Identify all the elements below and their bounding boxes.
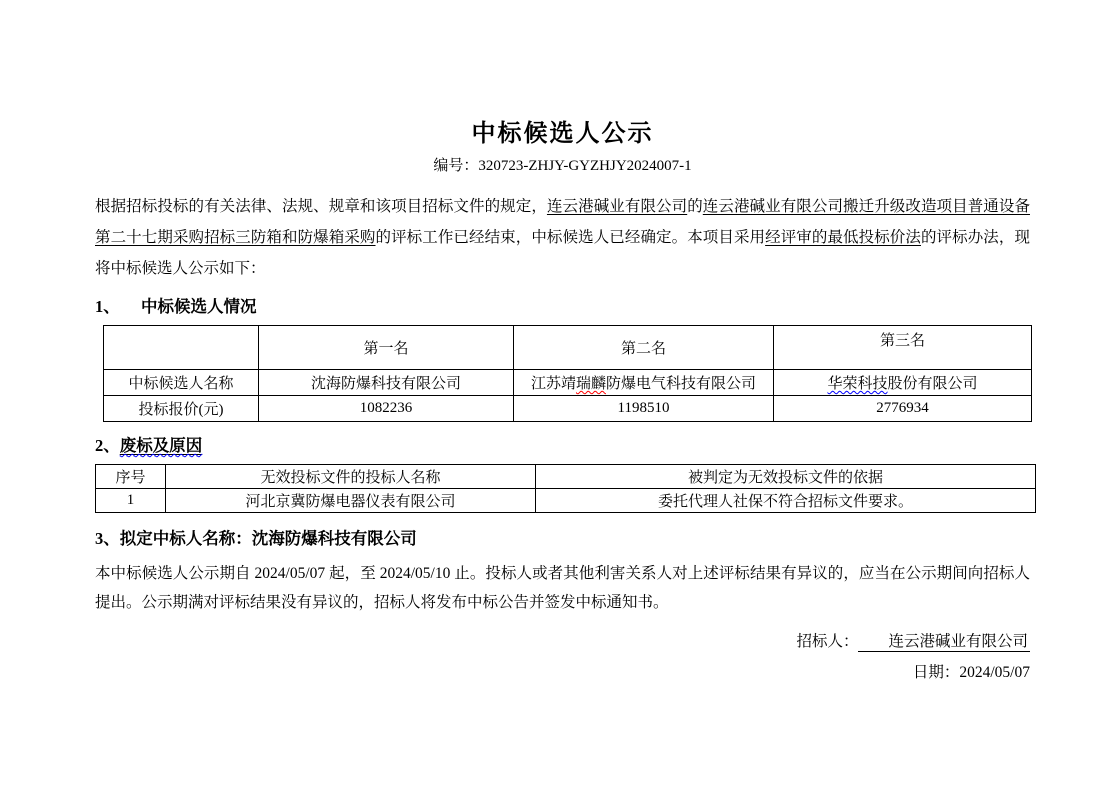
doc-number-value: 320723-ZHJY-GYZHJY2024007-1 (478, 158, 692, 174)
tenderer-signature-value: 连云港碱业有限公司 (858, 633, 1030, 652)
candidate-1-price: 1082236 (259, 396, 514, 422)
section-1-heading (95, 296, 1030, 318)
section-2-number: 2、 (95, 436, 120, 455)
rejected-bids-table (95, 464, 1036, 513)
rejected-bids-header-row (96, 465, 1036, 489)
rank-3-header: 第三名 (774, 326, 1032, 370)
date-line (95, 663, 1030, 683)
row-label-bid-price: 投标报价(元) (104, 396, 259, 422)
page-title: 中标候选人公示 (471, 121, 654, 147)
project-name-underlined: 连云港碱业有限公司搬迁升级改造项目普通设备第二十七期采购招标三防箱和防爆箱采购 (95, 198, 1030, 246)
rejected-bid-reason: 委托代理人社保不符合招标文件要求。 (536, 489, 1036, 513)
date-label: 日期： (912, 664, 960, 681)
candidate-2-name (514, 370, 774, 396)
candidate-3-name-spellcheck: 华荣科技 (827, 376, 888, 392)
section-2-heading (95, 435, 1030, 457)
candidate-2-name-part: 防爆电气科技有限公司 (606, 376, 757, 392)
candidate-1-name: 沈海防爆科技有限公司 (259, 370, 514, 396)
section-1-title: 中标候选人情况 (141, 297, 257, 316)
rejected-bid-row (96, 489, 1036, 513)
intro-text: 的评标工作已经结束，中标候选人已经确定。本项目采用 (375, 229, 766, 246)
doc-number-label: 编号： (433, 158, 479, 174)
header-serial-number: 序号 (96, 465, 166, 489)
candidate-3-price: 2776934 (774, 396, 1032, 422)
rank-2-header: 第二名 (514, 326, 774, 370)
date-value: 2024/05/07 (959, 664, 1030, 681)
section-3-title: 拟定中标人名称：沈海防爆科技有限公司 (119, 529, 417, 548)
intro-text: 的 (687, 198, 703, 215)
doc-number-line (95, 157, 1030, 175)
header-invalid-bidder-name: 无效投标文件的投标人名称 (166, 465, 536, 489)
rejected-bid-serial: 1 (96, 489, 166, 513)
header-invalid-basis: 被判定为无效投标文件的依据 (536, 465, 1036, 489)
section-3-number: 3、 (95, 529, 120, 548)
rejected-bidder-name: 河北京冀防爆电器仪表有限公司 (166, 489, 536, 513)
signature-block (95, 632, 1030, 683)
tenderer-name-underlined: 连云港碱业有限公司 (546, 198, 688, 215)
bid-price-row (104, 396, 1032, 422)
candidates-table-header-row (104, 326, 1032, 370)
candidate-name-row (104, 370, 1032, 396)
section-1-number: 1、 (95, 297, 120, 316)
intro-paragraph (95, 191, 1030, 284)
section-3-heading (95, 528, 1030, 550)
tenderer-label: 招标人： (796, 633, 859, 650)
section-2-title (120, 436, 203, 455)
candidates-table (103, 325, 1032, 422)
closing-paragraph: 本中标候选人公示期自 2024/05/07 起，至 2024/05/10 止。投标人或者其他利害关系人对上述评标结果有异议的，应当在公示期间向招标人提出。公示期满对评标结果没有异议的，招标人将发布中标公告并签发中标通知书。 (95, 565, 1030, 611)
candidate-2-name-spellcheck: 瑞麟 (575, 376, 606, 392)
tenderer-signature-line (95, 632, 1030, 652)
intro-text: 的评标办法，现将中标候选人公示如下： (95, 229, 1030, 277)
intro-text: 根据招标投标的有关法律、法规、规章和该项目招标文件的规定， (95, 198, 547, 215)
candidate-3-name (774, 370, 1032, 396)
row-label-candidate-name: 中标候选人名称 (104, 370, 259, 396)
section-2-title-text: 废标及原因 (119, 436, 203, 455)
evaluation-method-underlined: 经评审的最低投标价法 (765, 229, 921, 246)
candidate-3-name-part: 股份有限公司 (887, 376, 978, 392)
candidate-2-name-part: 江苏靖 (530, 376, 576, 392)
rank-1-header: 第一名 (259, 326, 514, 370)
corner-cell (104, 326, 259, 370)
candidate-2-price: 1198510 (514, 396, 774, 422)
